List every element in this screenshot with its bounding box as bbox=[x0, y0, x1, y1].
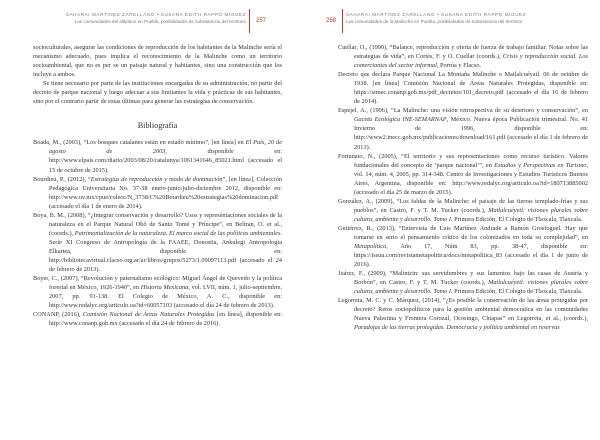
reference-entry: González, A., (2009), “Los faldas de la Malinche: el paisaje de las tierras templado-frías y sus pueblos”, en Castro, F. y T. M. Tucker (coords.), Matlalcuéyetl: visiones plurales sobre cultura, ambiente y desarrollo. Tomo I. Primera Edición, El Colegio de Tlaxcala, Tlaxcala. bbox=[338, 197, 588, 223]
right-header-title: Las comunidades de la Malinche en Puebla, posibilidades de subsistencia del territorio bbox=[346, 19, 523, 24]
bibliography-heading: Bibliografía bbox=[137, 121, 178, 131]
right-page bbox=[300, 0, 600, 440]
reference-entry: Gutiérrez, R., (2013), “Entrevista de Luis Martínez Andrade a Ramón Grosfoguel. Hay que tomarse en serio el pensamiento crítico de los colonizados en toda su complejidad”, en Metapolítica, Año 17, Núm 83, pp. 38-47, disponible en: https://issuu.com/revistametapolitica/docs/metapolitica_83 (accesado el día 1 de junio de 2016). bbox=[338, 224, 588, 269]
reference-entry: Fortunato, N., (2005), “El territorio y sus representaciones como recurso turístico. Valores fundacionales del concepto de ‘parque nacional’”, en Estudios y Perspectivas en Turismo, vol. 14, núm. 4, 2005, pp. 314-348. Centro de Investigaciones y Estudios Turísticos Buenos Aires, Argentina, disponible en: http://www.redalyc.org/articulo.oa?id=180713885002 (accesado el día 25 de marzo de 2015). bbox=[338, 152, 588, 196]
reference-entry: Boada, M., (2003), “Los bosques catalanes están en estado mínimo”, [en línea] en El País, 20 de agosto de 2003, disponible en: http://www.elpais.com/diario/2003/08/20/catalunya/1061341646_85021.html (accesado el 15 de octubre de 2015). bbox=[33, 139, 283, 174]
reference-entry: Espejel, A., (1996), “La Malinche: una visión retrospectiva de su deterioro y conservación”, en Gaceta Ecológica INE-SEMARNAP, México. Nueva época Publicación trimestral. No. 41 Invierno de 1996, disponible en: http://www2.inecc.gob.mx/publicaciones/download/161.pdf (accesado el día 1 de febrero de 2013). bbox=[338, 107, 588, 151]
reference-entry: CONANP, (2016), Comisión Nacional de Áreas Naturales Protegidas [en línea], disponible en: http://www.conanp.gob.mx (accesado el día 24 de febrero de 2016). bbox=[33, 311, 282, 328]
left-running-header bbox=[66, 12, 246, 34]
left-page-number: 257 bbox=[249, 9, 272, 33]
body-paragraph: socioculturales, asegurar las condiciones de reproducción de los habitantes de la Malinche sería el mecanismo adecuado, pues implica el reconocimiento de la Malinche como un territorio socioambiental, que no es per se un paisaje natural y habitantes, sino una construcción que los incluye a ambos. bbox=[33, 44, 282, 79]
reference-entry: Boya, B. M., (2008), “¿Integrar conservación y desarrollo? Usos y representaciones sociales de la naturaleza en el Parque Natural Obô de Santo Tomé y Príncipe”, en Beltran, O. et al., (coords.), Patrimonialización de la naturaleza. El marco social de las políticas ambientales. Serie XI Congreso de Antropología de la FAAEE, Donostia, Ankulegi Antropologia Elkartea, disponible en: http://bibliotecavirtual.clacso.org.ar/ar/libros/grupos/5273/1.09097113.pdf (accesado el 24 de febrero de 2013). bbox=[33, 211, 282, 274]
reference-entry: Legorreta, M. C. y C. Márquez, (2014), “¿Es posible la conservación de las áreas protegidas por decreto? Retos sociopolíticos para la gestión ambiental democrática en las comunidades Nueva Palestina y Frontera Corozal, Ocosingo, Chiapas” en Legorreta, et al., (coords.), Paradojas de las tierras protegidas. Democracia y política ambiental en reservas bbox=[338, 297, 588, 332]
right-header-authors: SAHARAI MARTÍNEZ ZARELLANO • SUSANA EDITH RAPPO MÍGUEZ bbox=[346, 12, 527, 17]
right-page-number: 258 bbox=[320, 9, 343, 33]
right-page-content bbox=[338, 43, 588, 333]
left-header-authors: SAHARAI MARTÍNEZ ZARELLANO • SUSANA EDITH RAPPO MÍGUEZ bbox=[65, 12, 246, 17]
reference-entry: Bourdieu, P., (2012), “Estrategias de reproducción y modo de dominación”, [en línea], Colección Pedagógica Universitaria No. 37-38 enero-junio/julio-diciembre 2012, disponible en: http://www.uv.mx/cpue/colecc/N_3738/C%20Bourdieu%20estrategias%20dominacion.pdf (accesado el día 1 de enero de 2014). bbox=[33, 175, 283, 210]
right-running-header bbox=[346, 12, 526, 34]
left-header-title: Las comunidades del altiplano en Puebla, posibilidades de subsistencia del territorio bbox=[74, 19, 246, 24]
left-page-content bbox=[33, 43, 282, 328]
body-paragraph: Se tiene necesario por parte de las instituciones encargadas de su administración, no partir del decreto de parque nacional y luego adecuar a sus limitantes la vida y prácticas de sus habitantes, sino por el contrario partir de estas últimas para generar las estrategias de conservación. bbox=[33, 80, 282, 106]
reference-entry: Boyer, C., (2007), “Revolución y paternalismo ecológico: Miguel Ángel de Quevedo y la política forestal en México, 1926-1940”, en Historia Mexicana, vol. LVII, núm. 1, julio-septiembre, 2007, pp. 91-138. El Colegio de México, A. C., disponible en: http://www.redalyc.org/articulo.oa?id=60057103 (accesado el día 24 de febrero de 2013). bbox=[33, 275, 282, 310]
reference-entry: Decreto que declara Parque Nacional La Montaña Malinche o Matlalcuéyatl. 06 de octubre de 1938. [en línea] Comisión Nacional de Áreas Naturales Protegidas, disponible en: https://simec.conanp.gob.mx/pdf_decretos/101_decreto.pdf (accesado el día 16 de febrero de 2014). bbox=[338, 71, 588, 106]
reference-entry: Cuellar, O., (1990), “Balance, reproducción y oferta de fuerza de trabajo familiar. Notas sobre las estrategias de vida”, en Cortés, F. y O. Cuellar (coords.), Crisis y reproducción social. Los comerciantes del sector informal, Porrúa y Flacso. bbox=[338, 44, 588, 70]
reference-entry: Juárez, F., (2009), “Malintzin: sus servidumbres y sus lamentos bajo las casas de Austria y Borbón”, en Castro, F. y T. M. Tucker (coords.), Matlalcuéyetl: visiones plurales sobre cultura, ambiente y desarrollo. Tomo I. Primera Edición, El Colegio de Tlaxcala, Tlaxcala. bbox=[338, 270, 588, 296]
